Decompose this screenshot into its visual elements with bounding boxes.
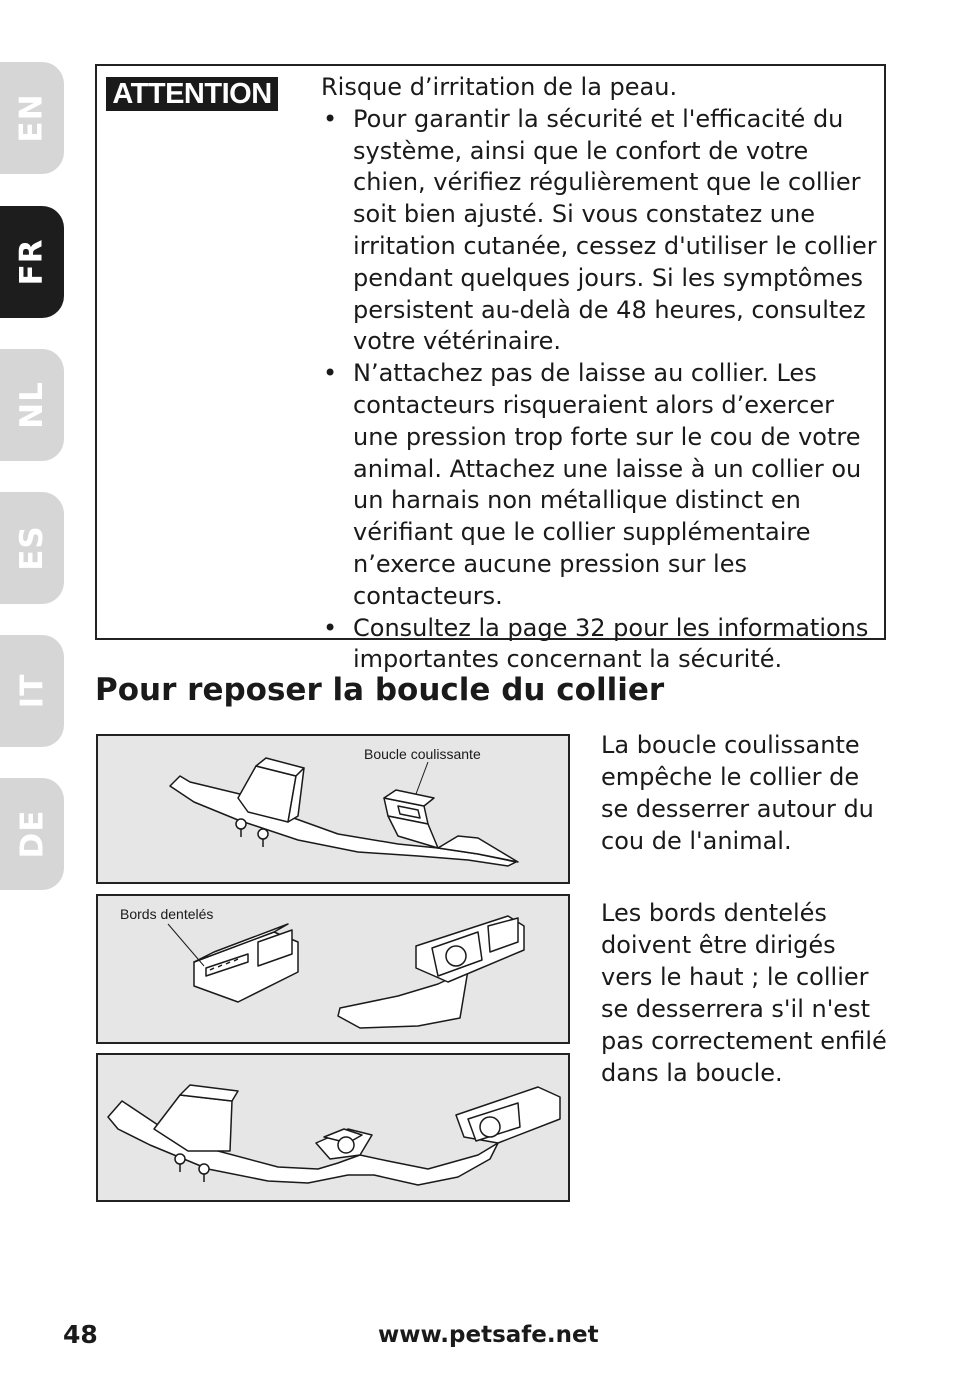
website-url[interactable]: www.petsafe.net bbox=[378, 1322, 599, 1348]
lang-tab-en[interactable] bbox=[0, 62, 64, 174]
lang-tab-nl[interactable] bbox=[0, 349, 64, 461]
warning-item-text: Pour garantir la sécurité et l'efficacité du système, ainsi que le confort de votre chien, vérifiez régulièrement que le collier soit bien ajusté. Si vous constatez une irritation cutanée, cessez d'utiliser le collier pendant quelques jours. Si les symptômes persistent au-delà de 48 heures, consultez votre vétérinaire. bbox=[353, 104, 877, 356]
lang-tab-it[interactable] bbox=[0, 635, 64, 747]
lang-tab-de[interactable] bbox=[0, 778, 64, 890]
attention-label: ATTENTION bbox=[106, 77, 278, 111]
lang-tab-fr[interactable] bbox=[0, 206, 64, 318]
warning-item-text: Consultez la page 32 pour les informations importantes concernant la sécurité. bbox=[353, 613, 869, 674]
figure-sliding-buckle bbox=[96, 734, 570, 884]
lang-tab-label: NL bbox=[13, 381, 50, 429]
section-title: Pour reposer la boucle du collier bbox=[95, 672, 665, 708]
warning-item bbox=[321, 613, 881, 677]
lang-tab-label: FR bbox=[13, 238, 50, 286]
paragraph-sliding-buckle: La boucle coulissante empêche le collier de se desserrer autour du cou de l'animal. bbox=[601, 731, 874, 855]
serrated-edges-label: Bords dentelés bbox=[120, 906, 214, 922]
warning-text bbox=[321, 72, 881, 676]
warning-item-text: N’attachez pas de laisse au collier. Les contacteurs risqueraient alors d’exercer une pression trop forte sur le cou de votre animal. Attachez une laisse à un collier ou un harnais non métallique distinct en vérifiant que le collier supplémentaire n’exerce aucune pression sur les contacteurs. bbox=[353, 359, 862, 610]
collar-buckle-illustration bbox=[98, 736, 568, 882]
warning-list bbox=[321, 104, 881, 676]
lang-tab-label: EN bbox=[14, 93, 50, 143]
lang-tab-label: DE bbox=[13, 809, 50, 859]
lang-tab-label: IT bbox=[14, 673, 50, 709]
lang-tab-label: ES bbox=[13, 525, 50, 571]
figure-serrated-edges bbox=[96, 894, 570, 1044]
paragraph-serrated-edges: Les bords dentelés doivent être dirigés vers le haut ; le collier se desserrera s'il n'est pas correctement enfilé dans la boucle. bbox=[601, 899, 887, 1087]
lang-tab-es[interactable] bbox=[0, 492, 64, 604]
warning-intro: Risque d’irritation de la peau. bbox=[321, 73, 678, 101]
warning-item bbox=[321, 104, 881, 358]
warning-box bbox=[95, 64, 886, 674]
page-number: 48 bbox=[63, 1320, 98, 1349]
warning-item bbox=[321, 358, 881, 612]
bullet: • bbox=[323, 613, 338, 642]
sliding-buckle-label: Boucle coulissante bbox=[364, 746, 481, 762]
figure-collar-assembled bbox=[96, 1053, 570, 1202]
bullet: • bbox=[323, 359, 338, 388]
bullet: • bbox=[323, 104, 338, 133]
collar-assembled-illustration bbox=[98, 1055, 568, 1200]
